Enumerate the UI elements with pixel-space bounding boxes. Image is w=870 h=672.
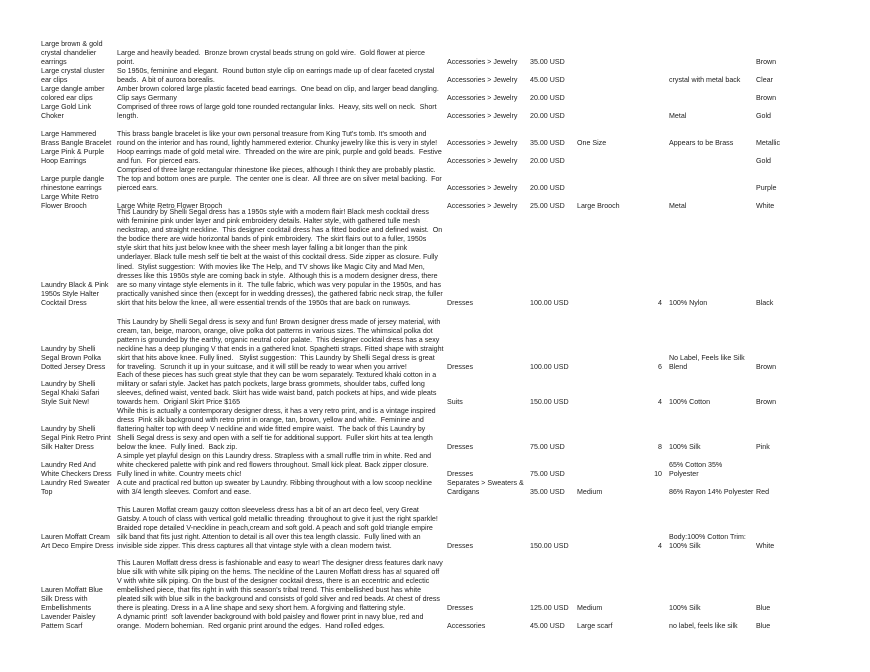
color-cell: Brown bbox=[756, 363, 777, 371]
product-name-cell: Lauren Moffatt Cream Art Deco Empire Dress bbox=[41, 532, 114, 550]
description-cell: So 1950s, feminine and elegant. Round button style clip on earrings made up of clear faceted crystal beads. A bit of aurora borealis. bbox=[117, 66, 435, 84]
material-cell: No Label, Feels like Silk Blend bbox=[669, 353, 745, 371]
description-cell: A dynamic print! soft lavender background with bold paisley and flower print in navy blue, red and orange. Modern bohemian. Red organic print around the edges. Hand rolled edges. bbox=[117, 612, 424, 630]
price-cell: 35.00 USD bbox=[530, 58, 565, 66]
category-cell: Accessories > Jewelry bbox=[447, 76, 518, 84]
product-name-cell: Laundry by Shelli Segal Pink Retro Print Silk Halter Dress bbox=[41, 424, 111, 451]
material-cell: 100% Silk bbox=[669, 604, 701, 612]
color-cell: Brown bbox=[756, 94, 777, 102]
category-cell: Dresses bbox=[447, 604, 474, 612]
category-cell: Accessories > Jewelry bbox=[447, 112, 518, 120]
price-cell: 20.00 USD bbox=[530, 94, 565, 102]
color-cell: White bbox=[756, 542, 775, 550]
quantity-cell: 8 bbox=[658, 443, 662, 451]
quantity-cell: 4 bbox=[658, 398, 662, 406]
category-cell: Dresses bbox=[447, 363, 474, 371]
product-name-cell: Laundry Black & Pink 1950s Style Halter Cocktail Dress bbox=[41, 280, 109, 307]
description-cell: Each of these pieces has such great style that they can be worn separately. Textured khaki cotton in a military or safari style. Jacket has patch pockets, large brass grommets, shoulder tabs, cuffed long sleeves, defined waist, vented back. Skirt has wide waist band, patch pockets at hips, and wide pleats towards hem. Origianl Skirt Price $165 bbox=[117, 370, 437, 406]
category-cell: Accessories > Jewelry bbox=[447, 202, 518, 210]
description-cell: Large White Retro Flower Brooch bbox=[117, 202, 223, 210]
quantity-cell: 6 bbox=[658, 363, 662, 371]
product-name-cell: Laundry Red And White Checkers Dress bbox=[41, 460, 112, 478]
color-cell: White bbox=[756, 202, 775, 210]
price-cell: 75.00 USD bbox=[530, 470, 565, 478]
material-cell: 86% Rayon 14% Polyester bbox=[669, 488, 754, 496]
product-name-cell: Lauren Moffatt Blue Silk Dress with Embellishments bbox=[41, 585, 103, 612]
product-name-cell: Large Pink & Purple Hoop Earrings bbox=[41, 147, 105, 165]
material-cell: 65% Cotton 35% Polyester bbox=[669, 460, 723, 478]
product-name-cell: Large Gold Link Choker bbox=[41, 102, 92, 120]
color-cell: Blue bbox=[756, 604, 771, 612]
price-cell: 20.00 USD bbox=[530, 184, 565, 192]
price-cell: 35.00 USD bbox=[530, 488, 565, 496]
category-cell: Accessories > Jewelry bbox=[447, 184, 518, 192]
price-cell: 150.00 USD bbox=[530, 542, 569, 550]
description-cell: Comprised of three rows of large gold tone rounded rectangular links. Heavy, sits well on neck. Short length. bbox=[117, 102, 437, 120]
description-cell: This Lauren Moffat cream gauzy cotton sleeveless dress has a bit of an art deco feel, very Great Gatsby. A touch of class with vertical gold metallic threading throughout to give it just the right sparkle! Braided rope detailed V-neckline in peach,cream and soft gold. A peach and soft gold triangle empire silk band that fits just right. Attention to detail is all over this tea length classic. Fully lined with an invisible side zipper. This dress captures all that vintage style with a clean modern twist. bbox=[117, 505, 438, 550]
material-cell: 100% Silk bbox=[669, 443, 701, 451]
material-cell: Metal bbox=[669, 202, 687, 210]
color-cell: Gold bbox=[756, 112, 771, 120]
size-cell: One Size bbox=[577, 139, 607, 147]
category-cell: Accessories > Jewelry bbox=[447, 94, 518, 102]
description-cell: Comprised of three large rectangular rhinestone like pieces, although I think they are probably plastic. The top and bottom ones are purple. The center one is clear. All three are on silver metal backing. For pierced ears. bbox=[117, 165, 442, 192]
color-cell: Brown bbox=[756, 398, 777, 406]
description-cell: This Lauren Moffatt dress dress is fashionable and easy to wear! The designer dress features dark navy blue silk with white silk piping on the hems. The neckline of the Lauren Moffatt dress has a! squared off V with white silk piping. On the bust of the designer cocktail dress, there is an eccentric and eclectic embellished piece, that fits right in with this season's tribal trend. This embellished bust has white pleated silk with blue silk in the background and consists of gold silver and red beads. At chest of dress there is pleating. Dress in a A line shape and sexy short hem. A forgiving and flattering style. bbox=[117, 558, 443, 612]
price-cell: 125.00 USD bbox=[530, 604, 569, 612]
quantity-cell: 4 bbox=[658, 299, 662, 307]
material-cell: Body:100% Cotton Trim: 100% Silk bbox=[669, 532, 746, 550]
price-cell: 35.00 USD bbox=[530, 139, 565, 147]
material-cell: 100% Cotton bbox=[669, 398, 711, 406]
product-name-cell: Laundry by Shelli Segal Brown Polka Dotted Jersey Dress bbox=[41, 344, 106, 371]
quantity-cell: 10 bbox=[654, 470, 662, 478]
color-cell: Gold bbox=[756, 157, 771, 165]
quantity-cell: 4 bbox=[658, 542, 662, 550]
description-cell: Amber brown colored large plastic faceted bead earrings. One bead on clip, and larger bead dangling. Clip says Germany bbox=[117, 84, 439, 102]
category-cell: Suits bbox=[447, 398, 463, 406]
price-cell: 20.00 USD bbox=[530, 112, 565, 120]
product-name-cell: Large crystal cluster ear clips bbox=[41, 66, 105, 84]
material-cell: 100% Nylon bbox=[669, 299, 708, 307]
price-cell: 100.00 USD bbox=[530, 363, 569, 371]
size-cell: Medium bbox=[577, 488, 603, 496]
product-name-cell: Large Hammered Brass Bangle Bracelet bbox=[41, 129, 112, 147]
description-cell: This brass bangle bracelet is like your own personal treasure from King Tut's tomb. It's smooth and round on the interior and has round, lightly hammered exterior. Chunky jewelry like this is very in style! bbox=[117, 129, 438, 147]
material-cell: crystal with metal back bbox=[669, 76, 741, 84]
category-cell: Dresses bbox=[447, 443, 474, 451]
product-name-cell: Laundry Red Sweater Top bbox=[41, 478, 110, 496]
product-name-cell: Laundry by Shelli Segal Khaki Safari Style Suit New! bbox=[41, 379, 100, 406]
category-cell: Accessories > Jewelry bbox=[447, 157, 518, 165]
price-cell: 45.00 USD bbox=[530, 76, 565, 84]
color-cell: Black bbox=[756, 299, 774, 307]
color-cell: Brown bbox=[756, 58, 777, 66]
size-cell: Large scarf bbox=[577, 622, 613, 630]
size-cell: Medium bbox=[577, 604, 603, 612]
description-cell: Large and heavily beaded. Bronze brown crystal beads strung on gold wire. Gold flower at pierce point. bbox=[117, 48, 425, 66]
material-cell: Metal bbox=[669, 112, 687, 120]
material-cell: no label, feels like silk bbox=[669, 622, 738, 630]
color-cell: Metallic bbox=[756, 139, 781, 147]
description-cell: This Laundry by Shelli Segal dress has a 1950s style with a modern flair! Black mesh cocktail dress with feminine pink under layer and pink embroidery details. Halter style, with gathered tulle mesh neckstrap, and straight neckline. This designer cocktail dress has a fitted bodice and defined waist. On the bodice there are wide horizontal bands of pink embroidery. The skirt flairs out to a fuller, 1950s style skirt that hits just below knee with the sheer mesh layer falling a bit longer than the pink underlayer. Black tulle mesh self tie belt at the waist of this cocktail dress. Side zipper as closure. Fully lined. Stylist suggestion: With movies like The Help, and TV shows like Magic City and Mad Men, dresses like this 1950s style are coming back in style. Although this is a modern designer dress, there are so many vintage style elements in it. The tulle fabric, which was very popular in the 1950s, and has practically vanished since then (except for in wedding dresses), the gathered fabric neck strap, the fuller skirt that hits below the knee, all were essential trends of the 1950s that are back on runways. bbox=[117, 208, 443, 307]
price-cell: 100.00 USD bbox=[530, 299, 569, 307]
description-cell: This Laundry by Shelli Segal dress is sexy and fun! Brown designer dress made of jersey material, with cream, tan, beige, maroon, orange, olive polka dot patterns in various sizes. The whimsical polka dot pattern is grounded by the earthy, organic neutral color palate. This designer cocktail dress has a sexy neckline has a deep plunging V that ends in a gathered knot. Spaghetti straps. Fitted shape with straight skirt that hits above knee. Fully lined. Stylist suggestion: This Laundry by Shelli Segal dress is great for traveling. Scrunch it up in your suitcase, and it will still be ready to wear when you arrive! bbox=[117, 317, 444, 371]
color-cell: Clear bbox=[756, 76, 773, 84]
category-cell: Dresses bbox=[447, 470, 474, 478]
description-cell: A cute and practical red button up sweater by Laundry. Ribbing throughout with a low scoop neckline with 3/4 length sleeves. Comfort and ease. bbox=[117, 478, 432, 496]
color-cell: Blue bbox=[756, 622, 771, 630]
category-cell: Accessories bbox=[447, 622, 486, 630]
product-name-cell: Large dangle amber colored ear clips bbox=[41, 84, 105, 102]
description-cell: A simple yet playful design on this Laundry dress. Strapless with a small ruffle trim in white. Red and white checkered palette with pink and red flowers throughout. Small kick pleat. Back zipper closure. Fully lined in white. Country meets chic! bbox=[117, 451, 432, 478]
product-name-cell: Large purple dangle rhinestone earrings bbox=[41, 174, 105, 192]
product-name-cell: Large brown & gold crystal chandelier earrings bbox=[41, 39, 103, 66]
category-cell: Separates > Sweaters & Cardigans bbox=[447, 478, 524, 496]
product-name-cell: Lavender Paisley Pattern Scarf bbox=[41, 612, 96, 630]
description-cell: Hoop earrings made of gold metal wire. Threaded on the wire are pink, purple and gold beads. Festive and fun. For pierced ears. bbox=[117, 147, 442, 165]
color-cell: Pink bbox=[756, 443, 770, 451]
description-cell: While this is actually a contemporary designer dress, it has a very retro print, and is a vintage inspired dress Pink silk background with retro print in orange, tan, brown, yellow and white. Feminine and flattering halter top with deep V neckline and wide fitted empire waist. The back of this Laundry by Shelli Segal dress is sexy and open with a self tie for additional support. Fuller skirt hits at tea length below the knee. Fully lined. Back zip. bbox=[117, 406, 436, 451]
price-cell: 20.00 USD bbox=[530, 157, 565, 165]
color-cell: Purple bbox=[756, 184, 777, 192]
material-cell: Appears to be Brass bbox=[669, 139, 734, 147]
category-cell: Dresses bbox=[447, 299, 474, 307]
category-cell: Accessories > Jewelry bbox=[447, 58, 518, 66]
product-name-cell: Large White Retro Flower Brooch bbox=[41, 192, 99, 210]
category-cell: Accessories > Jewelry bbox=[447, 139, 518, 147]
price-cell: 75.00 USD bbox=[530, 443, 565, 451]
category-cell: Dresses bbox=[447, 542, 474, 550]
price-cell: 45.00 USD bbox=[530, 622, 565, 630]
color-cell: Red bbox=[756, 488, 770, 496]
size-cell: Large Brooch bbox=[577, 202, 620, 210]
price-cell: 25.00 USD bbox=[530, 202, 565, 210]
price-cell: 150.00 USD bbox=[530, 398, 569, 406]
